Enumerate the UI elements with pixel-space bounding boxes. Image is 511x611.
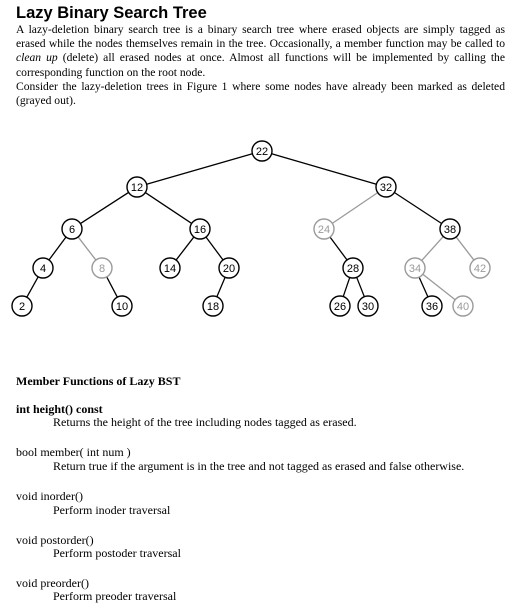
tree-node-34 xyxy=(405,258,425,278)
tree-edge-32-24 xyxy=(332,193,377,224)
lazy-bst-figure xyxy=(0,138,511,318)
tree-node-label: 26 xyxy=(333,301,347,313)
tree-node-label: 10 xyxy=(115,301,129,313)
tree-node-18 xyxy=(203,296,223,316)
tree-node-label: 40 xyxy=(456,301,470,313)
intro-emphasis: clean up xyxy=(16,51,58,65)
tree-node-label: 32 xyxy=(379,182,393,194)
tree-node-label: 24 xyxy=(317,224,331,236)
intro-text-part-b: (delete) all erased nodes at once. Almost all functions will be implemented by calling the corresponding function on the root node. xyxy=(16,51,505,79)
tree-edge-16-20 xyxy=(206,237,223,260)
tree-node-label: 28 xyxy=(346,263,360,275)
member-functions-heading: Member Functions of Lazy BST xyxy=(16,374,181,388)
tree-node-label: 18 xyxy=(206,301,220,313)
tree-node-24 xyxy=(314,219,334,239)
tree-edge-8-10 xyxy=(107,277,118,297)
tree-edge-24-28 xyxy=(330,237,347,260)
tree-node-label: 2 xyxy=(18,301,26,313)
function-description-inorder: Perform inoder traversal xyxy=(53,503,171,517)
tree-node-label: 20 xyxy=(222,263,236,275)
tree-edge-22-12 xyxy=(147,154,253,184)
tree-node-22 xyxy=(252,141,272,161)
intro-text-part-a: A lazy-deletion binary search tree is a binary search tree where erased objects are simply tagged as erased while the nodes themselves remain in the tree. Occasionally, a member function may be called to xyxy=(16,23,505,51)
tree-edge-38-42 xyxy=(456,237,474,260)
tree-node-label: 6 xyxy=(68,224,76,236)
tree-edge-34-36 xyxy=(419,277,428,297)
tree-node-16 xyxy=(190,219,210,239)
tree-edge-38-34 xyxy=(422,236,444,260)
tree-edge-28-30 xyxy=(357,277,365,296)
function-description-preorder: Perform preoder traversal xyxy=(53,589,177,603)
tree-edge-12-16 xyxy=(145,193,191,224)
tree-edge-16-14 xyxy=(176,237,194,260)
tree-node-label: 30 xyxy=(361,301,375,313)
tree-node-2 xyxy=(12,296,32,316)
tree-edge-32-38 xyxy=(394,192,441,223)
tree-edge-6-8 xyxy=(78,237,96,260)
tree-node-label: 36 xyxy=(425,301,439,313)
tree-node-label: 4 xyxy=(39,263,47,275)
tree-node-28 xyxy=(343,258,363,278)
tree-node-label: 8 xyxy=(98,263,106,275)
function-description-member: Return true if the argument is in the tree and not tagged as erased and false otherwise. xyxy=(53,459,465,473)
tree-node-20 xyxy=(219,258,239,278)
tree-node-36 xyxy=(422,296,442,316)
tree-node-38 xyxy=(440,219,460,239)
tree-node-4 xyxy=(33,258,53,278)
function-signature-member: bool member( int num ) xyxy=(16,445,131,459)
intro-paragraph-1 xyxy=(16,23,505,80)
intro-text xyxy=(16,23,505,108)
function-signature-preorder: void preorder() xyxy=(16,576,89,590)
tree-node-12 xyxy=(127,177,147,197)
function-signature-height: int height() const xyxy=(16,402,103,416)
tree-edge-6-4 xyxy=(49,237,66,260)
tree-edge-22-32 xyxy=(272,154,377,184)
tree-node-32 xyxy=(376,177,396,197)
tree-edge-20-18 xyxy=(217,277,225,297)
tree-node-26 xyxy=(330,296,350,316)
tree-node-label: 38 xyxy=(443,224,457,236)
function-signature-inorder: void inorder() xyxy=(16,489,83,503)
intro-paragraph-2: Consider the lazy-deletion trees in Figure 1 where some nodes have already been marked as deleted (grayed out). xyxy=(16,79,505,108)
function-description-postorder: Perform postoder traversal xyxy=(53,546,181,560)
page-title: Lazy Binary Search Tree xyxy=(16,4,207,22)
tree-edge-4-2 xyxy=(27,277,38,297)
tree-node-6 xyxy=(62,219,82,239)
tree-node-40 xyxy=(453,296,473,316)
tree-node-10 xyxy=(112,296,132,316)
tree-node-label: 16 xyxy=(193,224,207,236)
tree-node-30 xyxy=(358,296,378,316)
tree-node-8 xyxy=(92,258,112,278)
tree-node-42 xyxy=(470,258,490,278)
function-signature-postorder: void postorder() xyxy=(16,533,94,547)
tree-edge-12-6 xyxy=(80,192,128,223)
tree-node-14 xyxy=(160,258,180,278)
tree-node-label: 42 xyxy=(473,263,487,275)
tree-edge-28-26 xyxy=(343,277,350,296)
tree-node-label: 12 xyxy=(130,182,144,194)
function-description-height: Returns the height of the tree including nodes tagged as erased. xyxy=(53,415,357,429)
tree-node-label: 34 xyxy=(408,263,422,275)
tree-node-label: 14 xyxy=(163,263,177,275)
tree-node-label: 22 xyxy=(255,146,269,158)
